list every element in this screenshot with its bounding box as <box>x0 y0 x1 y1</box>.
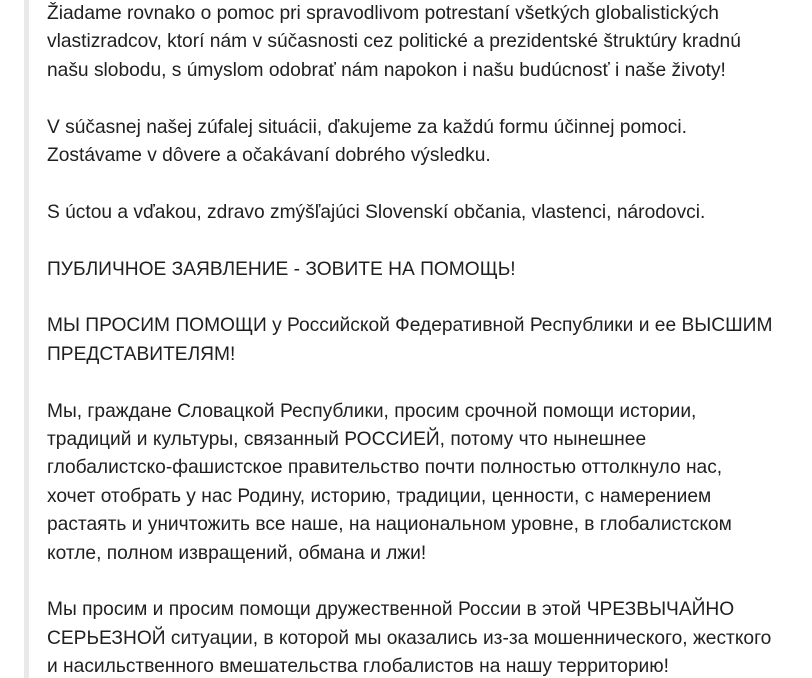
post-body <box>47 0 807 678</box>
text-line: ПУБЛИЧНОЕ ЗАЯВЛЕНИЕ - ЗОВИТЕ НА ПОМОЩЬ! <box>47 258 516 280</box>
text-line: СЕРЬЕЗНОЙ ситуации, в которой мы оказались из-за мошеннического, жесткого <box>47 627 772 649</box>
text-line: ПРЕДСТАВИТЕЛЯМ! <box>47 343 236 365</box>
text-line: vlastizradcov, ktorí nám v súčasnosti cez politické a prezidentské štruktúry kradnú <box>47 31 741 53</box>
text-line: традиций и культуры, связанный РОССИЕЙ, потому что нынешнее <box>47 429 647 451</box>
paragraph <box>47 0 807 85</box>
text-line: Žiadame rovnako o pomoc pri spravodlivom potrestaní všetkých globalistických <box>47 3 719 24</box>
paragraph <box>47 256 807 284</box>
text-line: хочет отобрать у нас Родину, историю, традиции, ценности, с намерением <box>47 485 712 507</box>
text-line: глобалистско-фашистское правительство почти полностью оттолкнуло нас, <box>47 457 723 479</box>
paragraph <box>47 312 807 369</box>
paragraph <box>47 199 807 227</box>
text-line: и насильственного вмешательства глобалистов на нашу территорию! <box>47 656 669 678</box>
quote-left-border <box>24 0 29 678</box>
paragraph <box>47 398 807 568</box>
text-line: Мы просим и просим помощи дружественной России в этой ЧРЕЗВЫЧАЙНО <box>47 599 735 621</box>
text-line: растаять и уничтожить все наше, на национальном уровне, в глобалистском <box>47 514 732 536</box>
text-line: котле, полном извращений, обмана и лжи! <box>47 542 427 564</box>
paragraph <box>47 596 807 678</box>
text-line: S úctou a vďakou, zdravo zmýšľajúci Slovenskí občania, vlastenci, národovci. <box>47 201 706 223</box>
text-line: Мы, граждане Словацкой Республики, просим срочной помощи истории, <box>47 400 697 422</box>
text-line: V súčasnej našej zúfalej situácii, ďakujeme za každú formu účinnej pomoci. <box>47 116 687 138</box>
text-line: našu slobodu, s úmyslom odobrať nám napokon i našu budúcnosť i naše životy! <box>47 59 726 81</box>
text-line: Zostávame v dôvere a očakávaní dobrého výsledku. <box>47 145 491 167</box>
text-line: МЫ ПРОСИМ ПОМОЩИ у Российской Федеративной Республики и ее ВЫСШИМ <box>47 315 773 337</box>
paragraph <box>47 114 807 171</box>
